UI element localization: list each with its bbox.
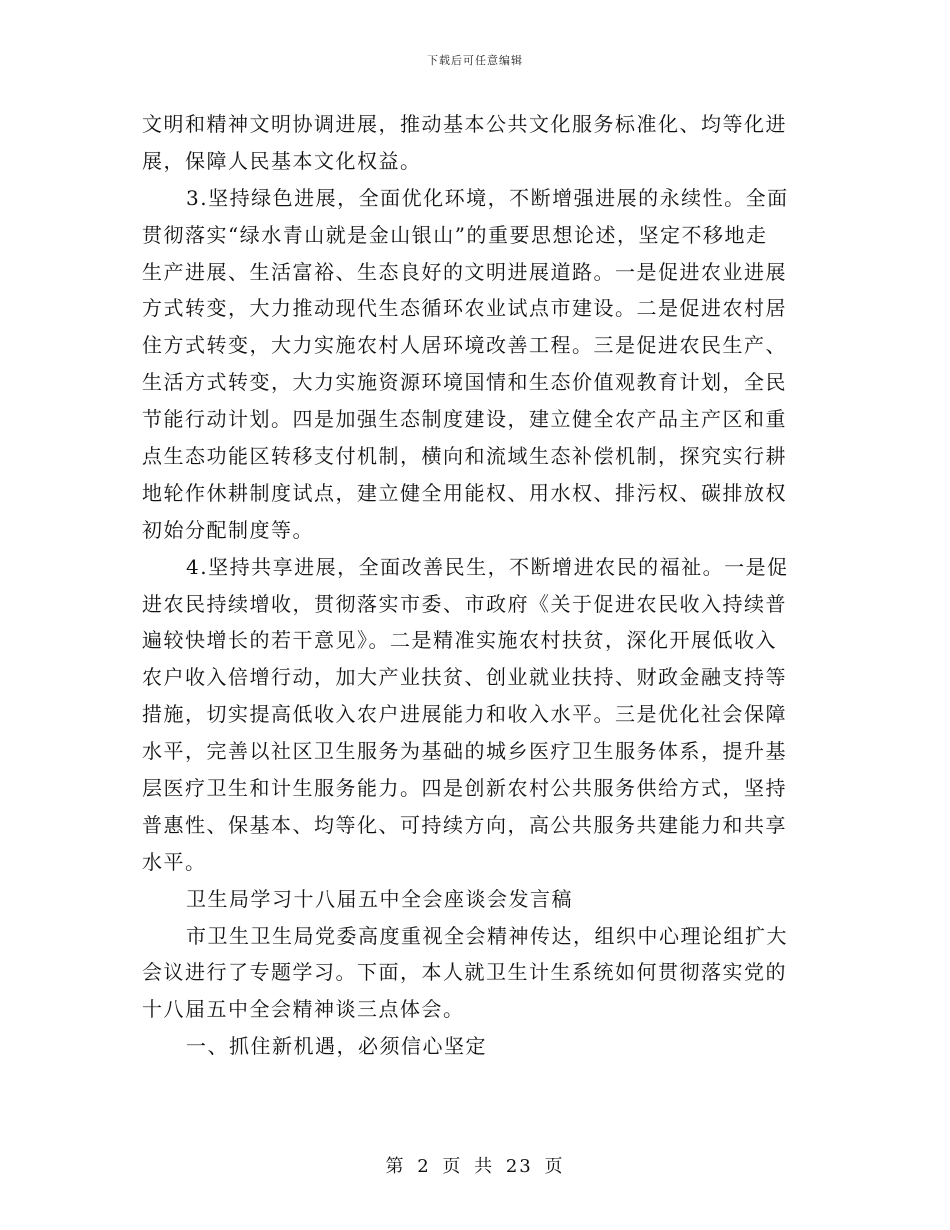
text-line: 节能行动计划。四是加强生态制度建设，建立健全农产品主产区和重 (142, 407, 787, 432)
document-body (142, 106, 802, 1065)
text-line: 3.坚持绿色进展，全面优化环境，不断增强进展的永续性。全面 (186, 185, 789, 210)
text-line: 卫生局学习十八届五中全会座谈会发言稿 (186, 886, 573, 911)
text-line: 4.坚持共享进展，全面改善民生，不断增进农民的福祉。一是促 (186, 554, 789, 579)
text-line: 点生态功能区转移支付机制，横向和流域生态补偿机制，探究实行耕 (142, 444, 787, 469)
text-line: 十八届五中全会精神谈三点体会。 (142, 997, 465, 1022)
text-line: 会议进行了专题学习。下面，本人就卫生计生系统如何贯彻落实党的 (142, 960, 787, 985)
text-line: 市卫生卫生局党委高度重视全会精神传达，组织中心理论组扩大 (186, 923, 788, 948)
text-line: 水平，完善以社区卫生服务为基础的城乡医疗卫生服务体系，提升基 (142, 739, 787, 764)
text-line: 层医疗卫生和计生服务能力。四是创新农村公共服务供给方式，坚持 (142, 776, 787, 801)
text-line: 贯彻落实“绿水青山就是金山银山”的重要思想论述，坚定不移地走 (142, 222, 768, 247)
text-line: 措施，切实提高低收入农户进展能力和收入水平。三是优化社会保障 (142, 702, 787, 727)
header-note: 下载后可任意编辑 (427, 54, 523, 67)
text-line: 农户收入倍增行动，加大产业扶贫、创业就业扶持、财政金融支持等 (142, 665, 787, 690)
text-line: 方式转变，大力推动现代生态循环农业试点市建设。二是促进农村居 (142, 296, 787, 321)
text-line: 初始分配制度等。 (142, 517, 314, 542)
text-line: 地轮作休耕制度试点，建立健全用能权、用水权、排污权、碳排放权 (142, 480, 787, 505)
text-line: 普惠性、保基本、均等化、可持续方向，高公共服务共建能力和共享 (142, 812, 787, 837)
text-line: 展，保障人民基本文化权益。 (142, 148, 422, 173)
text-line: 生产进展、生活富裕、生态良好的文明进展道路。一是促进农业进展 (142, 259, 787, 284)
text-line: 水平。 (142, 849, 207, 874)
text-line: 进农民持续增收，贯彻落实市委、市政府《关于促进农民收入持续普 (142, 591, 787, 616)
text-line: 文明和精神文明协调进展，推动基本公共文化服务标准化、均等化进 (142, 112, 787, 136)
page-number: 第 2 页 共 23 页 (385, 1156, 565, 1177)
text-line: 一、抓住新机遇，必须信心坚定 (186, 1034, 487, 1059)
text-line: 遍较快增长的若干意见》。二是精准实施农村扶贫，深化开展低收入 (142, 628, 777, 653)
text-line: 住方式转变，大力实施农村人居环境改善工程。三是促进农民生产、 (142, 333, 787, 358)
text-line: 生活方式转变，大力实施资源环境国情和生态价值观教育计划，全民 (142, 370, 787, 395)
